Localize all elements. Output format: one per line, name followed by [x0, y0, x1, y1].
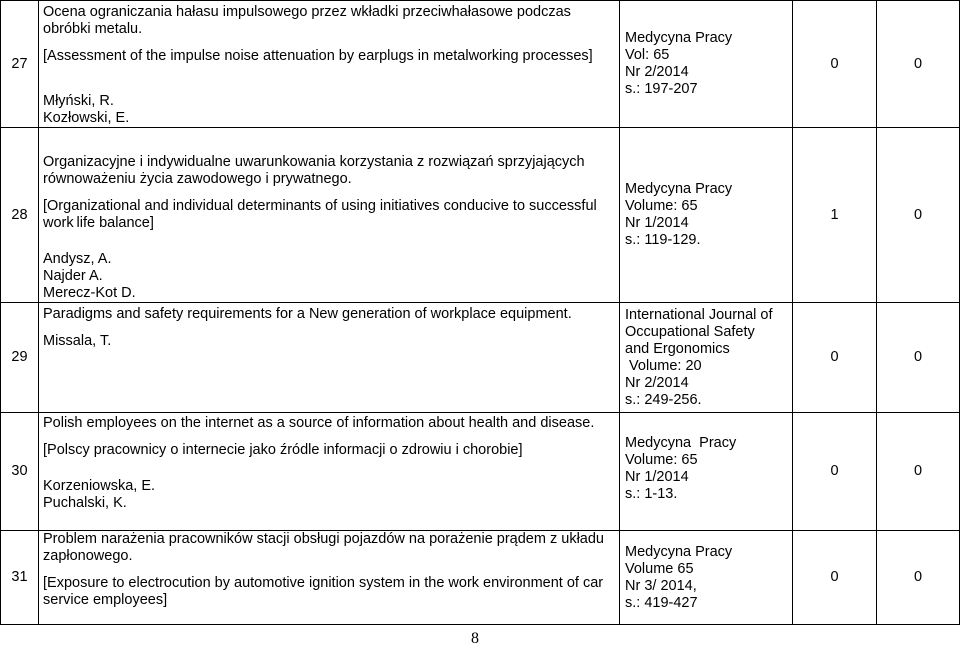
author: Korzeniowska, E. [43, 478, 156, 494]
title-english: [Exposure to electrocution by automotive ignition system in the work environment of car service employees] [43, 575, 604, 608]
source-line: Medycyna Pracy [625, 543, 733, 560]
journal-source [620, 128, 793, 303]
table-row [1, 128, 960, 303]
author: Merecz-Kot D. [43, 285, 136, 301]
title-english: Polish employees on the internet as a source of information about health and disease. [43, 415, 595, 431]
author: Kozłowski, E. [43, 110, 130, 126]
value-cell: 0 [793, 531, 877, 625]
source-line: Nr 2/2014 [625, 64, 689, 80]
source-line: Nr 3/ 2014, [625, 577, 697, 594]
source-line: Nr 2/2014 [625, 374, 689, 391]
value-cell: 0 [793, 413, 877, 531]
table-row [1, 413, 960, 531]
author: Młyński, R. [43, 93, 114, 109]
value-cell: 0 [877, 303, 960, 413]
source-line: s.: 249-256. [625, 391, 702, 408]
source-line: Volume: 20 [625, 357, 702, 374]
row-number: 29 [1, 303, 39, 413]
source-line: International Journal of [625, 306, 773, 323]
value-cell: 0 [877, 128, 960, 303]
table-row [1, 303, 960, 413]
source-line: s.: 197-207 [625, 81, 698, 97]
publication-description [39, 303, 620, 413]
value-cell: 1 [793, 128, 877, 303]
publication-description [39, 1, 620, 128]
source-line: Medycyna Pracy [625, 181, 733, 197]
publication-description [39, 531, 620, 625]
author: Missala, T. [43, 333, 112, 349]
title-polish: [Polscy pracownicy o internecie jako źródle informacji o zdrowiu i chorobie] [43, 442, 523, 458]
source-line: Medycyna Pracy [625, 435, 737, 451]
source-line: Medycyna Pracy [625, 30, 733, 46]
journal-source [620, 413, 793, 531]
row-number: 28 [1, 128, 39, 303]
source-line: Vol: 65 [625, 47, 670, 63]
journal-source [620, 1, 793, 128]
title-english: Paradigms and safety requirements for a New generation of workplace equipment. [43, 306, 572, 322]
title-english: [Organizational and individual determinants of using initiatives conducive to successful work life balance] [43, 198, 597, 231]
author: Andysz, A. [43, 251, 112, 267]
title-polish: Ocena ograniczania hałasu impulsowego przez wkładki przeciwhałasowe podczas obróbki metalu. [43, 4, 571, 37]
title-english: [Assessment of the impulse noise attenuation by earplugs in metalworking processes] [43, 48, 593, 64]
value-cell: 0 [877, 531, 960, 625]
source-line: s.: 1-13. [625, 486, 678, 502]
journal-source [620, 531, 793, 625]
value-cell: 0 [793, 1, 877, 128]
source-line: Occupational Safety [625, 323, 755, 340]
source-line: Volume: 65 [625, 452, 698, 468]
title-polish: Problem narażenia pracowników stacji obsługi pojazdów na porażenie prądem z układu zapłonowego. [43, 531, 604, 564]
source-line: Nr 1/2014 [625, 469, 689, 485]
value-cell: 0 [877, 413, 960, 531]
value-cell: 0 [793, 303, 877, 413]
source-line: Volume 65 [625, 560, 694, 577]
page-number: 8 [471, 630, 479, 647]
publication-description [39, 413, 620, 531]
row-number: 31 [1, 531, 39, 625]
source-line: s.: 419-427 [625, 594, 698, 611]
row-number: 30 [1, 413, 39, 531]
journal-source [620, 303, 793, 413]
source-line: Volume: 65 [625, 198, 698, 214]
table-row [1, 1, 960, 128]
value-cell: 0 [877, 1, 960, 128]
source-line: and Ergonomics [625, 340, 730, 357]
source-line: Nr 1/2014 [625, 215, 689, 231]
source-line: s.: 119-129. [625, 232, 701, 248]
author: Puchalski, K. [43, 495, 127, 511]
title-polish: Organizacyjne i indywidualne uwarunkowania korzystania z rozwiązań sprzyjających równoważeniu życia zawodowego i prywatnego. [43, 154, 585, 187]
table-row [1, 531, 960, 625]
publication-description [39, 128, 620, 303]
row-number: 27 [1, 1, 39, 128]
author: Najder A. [43, 268, 103, 284]
